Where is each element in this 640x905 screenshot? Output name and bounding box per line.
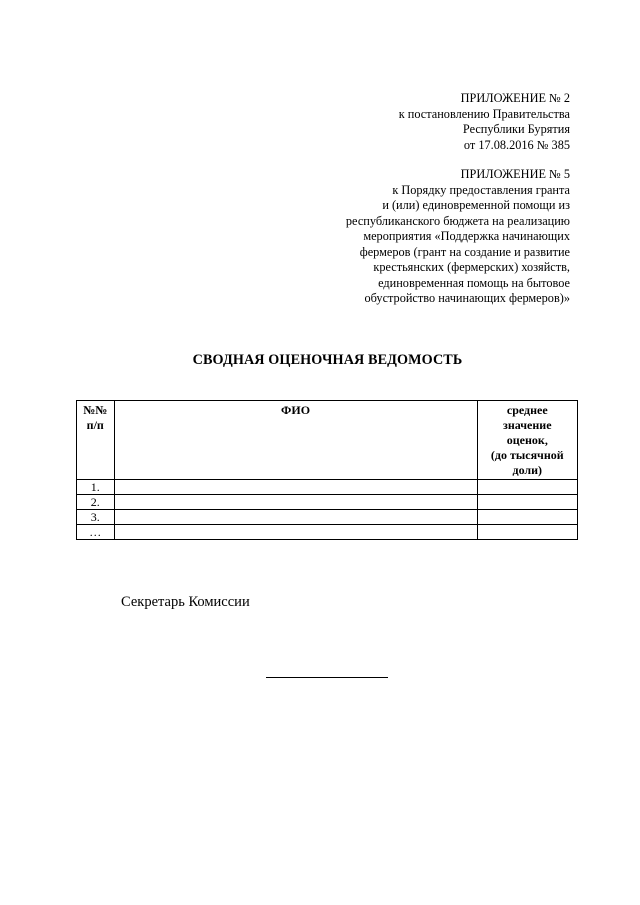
- header-average-line: среднее: [506, 403, 548, 417]
- appendix-5-line: к Порядку предоставления гранта: [392, 182, 570, 197]
- appendix-2-line: Республики Бурятия: [462, 122, 570, 136]
- summary-table: [76, 400, 578, 540]
- appendix-2-line: к постановлению Правительства: [398, 106, 570, 121]
- appendix-5-line: ПРИЛОЖЕНИЕ № 5: [460, 167, 570, 181]
- header-fio: [114, 401, 477, 480]
- signature-line: [266, 677, 388, 678]
- row-number-cell: 1.: [77, 480, 115, 495]
- header-row-number-line: №№: [83, 403, 108, 417]
- appendix-5-line: единовременная помощь на бытовое: [378, 275, 570, 290]
- fio-cell: [114, 480, 477, 495]
- fio-cell: [114, 510, 477, 525]
- table-row: [77, 495, 578, 510]
- table-row: [77, 525, 578, 540]
- fio-cell: [114, 495, 477, 510]
- appendix-2-block: [399, 91, 570, 153]
- appendix-5-line: и (или) единовременной помощи из: [382, 198, 570, 212]
- appendix-5-line: крестьянских (фермерских) хозяйств,: [373, 260, 570, 274]
- average-cell: [477, 495, 577, 510]
- row-number-cell: 2.: [77, 495, 115, 510]
- average-cell: [477, 510, 577, 525]
- document-title: СВОДНАЯ ОЦЕНОЧНАЯ ВЕДОМОСТЬ: [192, 352, 463, 368]
- header-fio-line: ФИО: [281, 403, 311, 417]
- table-row: [77, 510, 578, 525]
- header-average-line: (до тысячной: [490, 448, 564, 462]
- header-average-score: [477, 401, 577, 480]
- table-row: [77, 480, 578, 495]
- appendix-5-line: мероприятия «Поддержка начинающих: [363, 229, 570, 243]
- header-average-line: значение: [503, 418, 552, 432]
- table-header-row: [77, 401, 578, 480]
- average-cell: [477, 480, 577, 495]
- header-average-line: оценок,: [506, 433, 548, 447]
- secretary-label: Секретарь Комиссии: [121, 594, 250, 610]
- appendix-2-line: ПРИЛОЖЕНИЕ № 2: [460, 91, 570, 105]
- appendix-5-block: [346, 167, 570, 307]
- appendix-5-line: фермеров (грант на создание и развитие: [359, 244, 570, 259]
- row-number-cell: …: [77, 525, 115, 540]
- row-number-cell: 3.: [77, 510, 115, 525]
- appendix-2-line: от 17.08.2016 № 385: [463, 137, 570, 152]
- header-row-number: [77, 401, 115, 480]
- appendix-5-line: республиканского бюджета на реализацию: [345, 213, 570, 228]
- fio-cell: [114, 525, 477, 540]
- header-row-number-line: п/п: [86, 418, 104, 432]
- appendix-5-line: обустройство начинающих фермеров)»: [364, 291, 570, 305]
- header-average-line: доли): [512, 463, 543, 477]
- average-cell: [477, 525, 577, 540]
